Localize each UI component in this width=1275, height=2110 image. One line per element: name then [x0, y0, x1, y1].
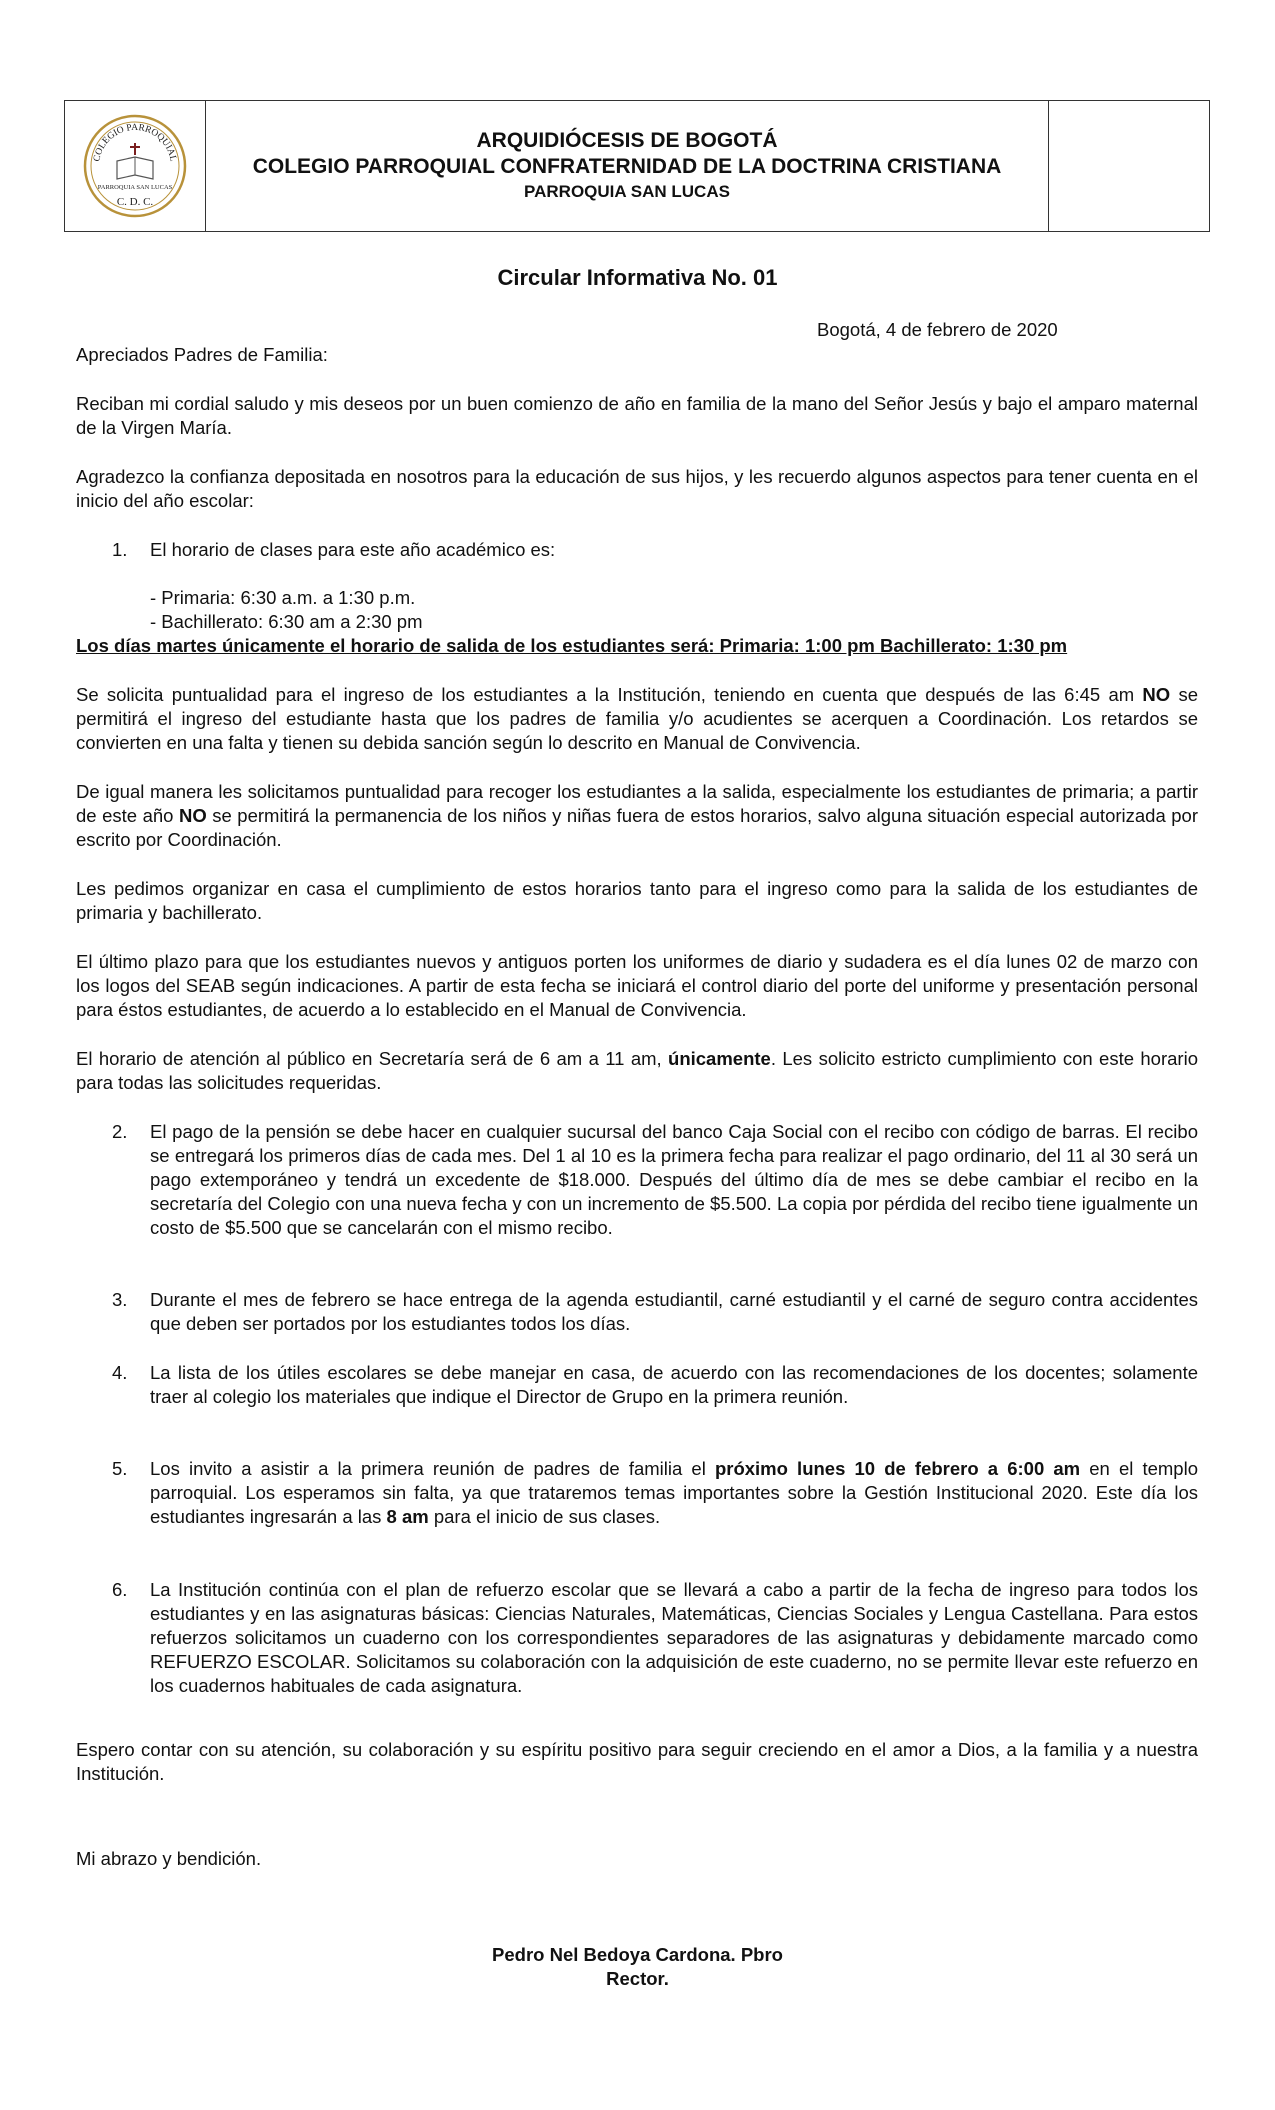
- uniform-paragraph: El último plazo para que los estudiantes nuevos y antiguos porten los uniformes de diario y sudadera es el día lunes 02 de marzo con los logos del SEAB según indicaciones. A partir de esta fecha se iniciará el control diario del porte del uniforme y presentación personal para éstos estudiantes, de acuerdo a lo establecido en el Manual de Convivencia.: [76, 951, 1198, 1020]
- svg-text:COLEGIO PARROQUIAL: COLEGIO PARROQUIAL: [92, 122, 178, 163]
- item-number: 2.: [112, 1121, 128, 1142]
- letterhead-titles: [206, 101, 1048, 231]
- item-6-text: La Institución continúa con el plan de refuerzo escolar que se llevará a cabo a partir de la fecha de ingreso para todos los estudiantes y en las asignaturas básicas: Ciencias Naturales, Matemáticas, Ciencias Sociales y Lengua Castellana. Para estos refuerzos solicitamos un cuaderno con los correspondientes separadores de las asignaturas y debidamente marcado como REFUERZO ESCOLAR. Solicitamos su colaboración con la adquisición de este cuaderno, no se permite llevar este refuerzo en los cuadernos habituales de cada asignatura.: [150, 1579, 1198, 1696]
- farewell: Mi abrazo y bendición.: [76, 1848, 262, 1869]
- intro-paragraph-2: Agradezco la confianza depositada en nosotros para la educación de sus hijos, y les recuerdo algunos aspectos para tener cuenta en el inicio del año escolar:: [76, 466, 1198, 511]
- item-4-text: La lista de los útiles escolares se debe manejar en casa, de acuerdo con las recomendaciones de los docentes; solamente traer al colegio los materiales que indique el Director de Grupo en la primera reunión.: [150, 1362, 1198, 1407]
- signature-role: Rector.: [606, 1968, 669, 1989]
- parish-name: PARROQUIA SAN LUCAS: [524, 182, 730, 201]
- punctuality-paragraph: Se solicita puntualidad para el ingreso de los estudiantes a la Institución, teniendo en cuenta que después de las 6:45 am NO se permitirá el ingreso del estudiante hasta que los padres de familia y/o acudientes se acerquen a Coordinación. Los retardos se convierten en una falta y tienen su debida sanción según lo descrito en Manual de Convivencia.: [76, 684, 1198, 753]
- letterhead-empty-cell: [1048, 101, 1209, 231]
- schedule-primary: - Primaria: 6:30 a.m. a 1:30 p.m.: [150, 587, 416, 608]
- closing-paragraph: Espero contar con su atención, su colaboración y su espíritu positivo para seguir creciendo en el amor a Dios, a la familia y a nuestra Institución.: [76, 1739, 1198, 1784]
- letter-date: Bogotá, 4 de febrero de 2020: [817, 319, 1058, 340]
- circular-title: Circular Informativa No. 01: [497, 265, 778, 290]
- greeting: Apreciados Padres de Familia:: [76, 344, 328, 365]
- pickup-paragraph: De igual manera les solicitamos puntualidad para recoger los estudiantes a la salida, especialmente los estudiantes de primaria; a partir de este año NO se permitirá la permanencia de los niños y niñas fuera de estos horarios, salvo alguna situación especial autorizada por escrito por Coordinación.: [76, 781, 1198, 850]
- tuesday-schedule-notice: Los días martes únicamente el horario de salida de los estudiantes será: Primaria: 1:00 pm Bachillerato: 1:30 pm: [76, 635, 1068, 656]
- item-2-text: El pago de la pensión se debe hacer en cualquier sucursal del banco Caja Social con el recibo con código de barras. El recibo se entregará los primeros días de cada mes. Del 1 al 10 es la primera fecha para realizar el pago ordinario, del 11 al 30 será un pago extemporáneo y tendrá un excedente de $18.000. Después del último día de mes se debe cambiar el recibo en la secretaría del Colegio con una nueva fecha y con un incremento de $5.500. La copia por pérdida del recibo tiene igualmente un costo de $5.500 que se cancelarán con el mismo recibo.: [150, 1121, 1198, 1238]
- signature-name: Pedro Nel Bedoya Cardona. Pbro: [492, 1944, 783, 1965]
- item-number: 5.: [112, 1458, 128, 1479]
- archdiocese-name: ARQUIDIÓCESIS DE BOGOTÁ: [476, 129, 778, 152]
- letterhead: [64, 100, 1210, 232]
- item-number: 1.: [112, 539, 128, 560]
- item-number: 6.: [112, 1579, 128, 1600]
- school-name: COLEGIO PARROQUIAL CONFRATERNIDAD DE LA DOCTRINA CRISTIANA: [252, 155, 1002, 178]
- item-number: 4.: [112, 1362, 128, 1383]
- item-5-text: Los invito a asistir a la primera reunión de padres de familia el próximo lunes 10 de febrero a 6:00 am en el templo parroquial. Los esperamos sin falta, ya que trataremos temas importantes sobre la Gestión Institucional 2020. Este día los estudiantes ingresarán a las 8 am para el inicio de sus clases.: [150, 1458, 1198, 1527]
- item-3-text: Durante el mes de febrero se hace entrega de la agenda estudiantil, carné estudiantil y el carné de seguro contra accidentes que deben ser portados por los estudiantes todos los días.: [150, 1289, 1198, 1334]
- schedule-secondary: - Bachillerato: 6:30 am a 2:30 pm: [150, 611, 423, 632]
- intro-paragraph-1: Reciban mi cordial saludo y mis deseos por un buen comienzo de año en familia de la mano del Señor Jesús y bajo el amparo maternal de la Virgen María.: [76, 393, 1198, 438]
- item-number: 3.: [112, 1289, 128, 1310]
- organize-paragraph: Les pedimos organizar en casa el cumplimiento de estos horarios tanto para el ingreso como para la salida de los estudiantes de primaria y bachillerato.: [76, 878, 1198, 923]
- office-hours-paragraph: El horario de atención al público en Secretaría será de 6 am a 11 am, únicamente. Les solicito estricto cumplimiento con este horario para todas las solicitudes requeridas.: [76, 1048, 1198, 1093]
- svg-text:PARROQUIA SAN LUCAS: PARROQUIA SAN LUCAS: [97, 184, 173, 191]
- svg-text:C. D. C.: C. D. C.: [116, 196, 154, 208]
- item-1-text: El horario de clases para este año académico es:: [150, 539, 556, 560]
- school-seal-icon: [82, 113, 188, 219]
- school-logo: [65, 101, 206, 231]
